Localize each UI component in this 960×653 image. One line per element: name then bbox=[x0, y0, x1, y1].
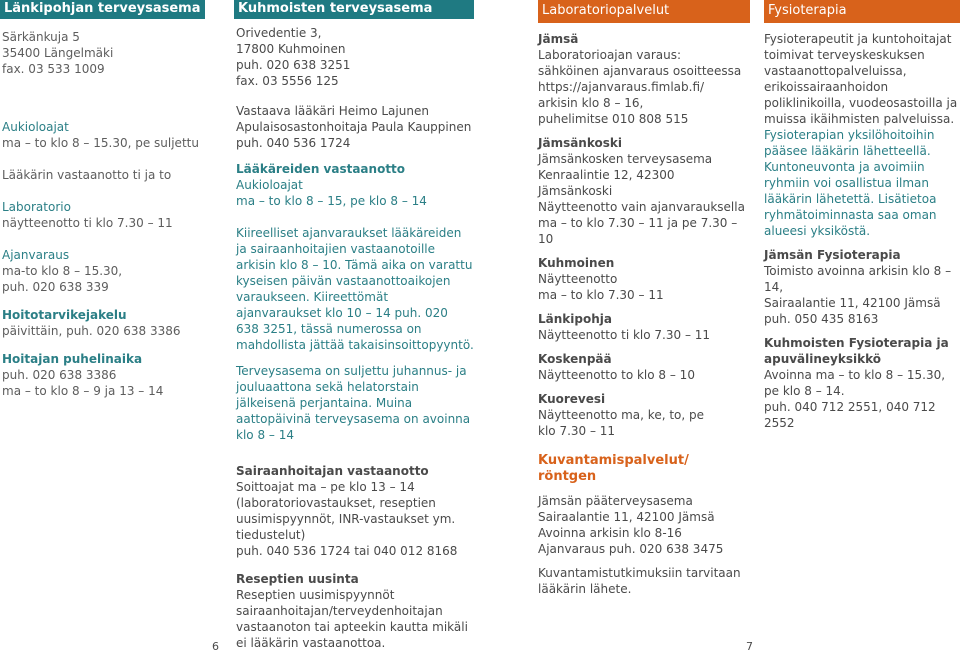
fysio-intro: Fysioterapeutit ja kuntohoitajat toimivat terveyskeskuksen vastaanottopalveluissa, erikoissairaanhoidon poliklinikoilla, vuodeosastoilla ja muissa ikäihmisten palveluissa. bbox=[764, 32, 958, 126]
lab-kuhmoinen-title: Kuhmoinen bbox=[538, 256, 615, 270]
page-number-right: 7 bbox=[746, 640, 753, 653]
fysioterapia-header: Fysioterapia bbox=[764, 0, 960, 23]
lab-jamsankoski-title: Jämsänkoski bbox=[538, 136, 622, 150]
page-number-left: 6 bbox=[212, 640, 219, 653]
lab-jamsa-text: Laboratorioajan varaus: sähköinen ajanvaraus osoitteessa https://ajanvaraus.fimlab.fi/ arkisin klo 8 – 16, puhelimitse 010 808 515 bbox=[538, 48, 742, 126]
fysio-jamsa-text: Toimisto avoinna arkisin klo 8 – 14, Sairaalantie 11, 42100 Jämsä puh. 050 435 8163 bbox=[764, 264, 952, 326]
lab-kuhmoinen-text: Näytteenotto ma – to klo 7.30 – 11 bbox=[538, 272, 664, 302]
kuhmoinen-title: Kuhmoisten terveysasema bbox=[234, 0, 474, 19]
hoitotarvike-title: Hoitotarvikejakelu bbox=[2, 308, 127, 322]
suljettu-text: Terveysasema on suljettu juhannus- ja jouluaattona sekä helatorstain jälkeisenä perjantaina. Muina aattopäivinä terveysasema on avoinna klo 8 – 14 bbox=[236, 364, 471, 442]
lankipohja-section bbox=[0, 0, 205, 399]
sairaanhoitaja-title: Sairaanhoitajan vastaanotto bbox=[236, 464, 429, 478]
ajanvaraus-text: ma-to klo 8 – 15.30, puh. 020 638 339 bbox=[2, 264, 123, 294]
kuhmoinen-address: Orivedentie 3, 17800 Kuhmoinen puh. 020 638 3251 fax. 03 5556 125 bbox=[236, 26, 351, 88]
lankipohja-title: Länkipohjan terveysasema bbox=[0, 0, 205, 19]
fysio-kuhmoinen-title: Kuhmoisten Fysioterapia ja apuvälineyksikkö bbox=[764, 336, 949, 366]
hoitajan-title: Hoitajan puhelinaika bbox=[2, 352, 143, 366]
laboratorio-title: Laboratorio bbox=[2, 200, 71, 214]
aukioloajat-text: ma – to klo 8 – 15.30, pe suljettu bbox=[2, 136, 199, 150]
reseptien-title: Reseptien uusinta bbox=[236, 572, 359, 586]
lankipohja-address: Särkänkuja 5 35400 Längelmäki fax. 03 533 1009 bbox=[2, 30, 114, 76]
kuhmoinen-staff: Vastaava lääkäri Heimo Lajunen Apulaisosastonhoitaja Paula Kauppinen puh. 040 536 1724 bbox=[236, 104, 472, 150]
fysio-note: Fysioterapian yksilöhoitoihin pääsee lääkärin lähetteellä. Kuntoneuvonta ja avoimiin ryhmiin voi osallistua ilman lääkärin lähetettä. Lisätietoa ryhmätoiminnasta saa oman alueesi yksiköstä. bbox=[764, 128, 937, 238]
lab-jamsa-title: Jämsä bbox=[538, 32, 579, 46]
fysioterapia-section bbox=[764, 0, 960, 431]
laakarin-vastaanotto: Lääkärin vastaanotto ti ja to bbox=[2, 168, 172, 182]
kuvantaminen-text: Jämsän pääterveysasema Sairaalantie 11, 42100 Jämsä Avoinna arkisin klo 8-16 Ajanvaraus puh. 020 638 3475 bbox=[538, 494, 724, 556]
kuvantaminen-header: Kuvantamispalvelut/ röntgen bbox=[538, 453, 689, 484]
sairaanhoitaja-text: Soittoajat ma – pe klo 13 – 14 (laboratoriovastaukset, reseptien uusimispyynnöt, INR-vastaukset ym. tiedustelut) puh. 040 536 1724 tai 040 012 8168 bbox=[236, 480, 458, 558]
laakarit-title: Lääkäreiden vastaanotto bbox=[236, 162, 406, 176]
fysio-kuhmoinen-text: Avoinna ma – to klo 8 – 15.30, pe klo 8 – 14. puh. 040 712 2551, 040 712 2552 bbox=[764, 368, 946, 430]
hoitajan-text: puh. 020 638 3386 ma – to klo 8 – 9 ja 13 – 14 bbox=[2, 368, 164, 398]
reseptien-text: Reseptien uusimispyynnöt sairaanhoitajan/terveydenhoitajan vastaanoton tai apteekin kautta mikäli ei lääkärin vastaanottoa. bbox=[236, 588, 468, 650]
kiireelliset-text: Kiireelliset ajanvaraukset lääkäreiden ja sairaanhoitajien vastaanotoille arkisin klo 8 – 10. Tämä aika on varattu kyseisen päivän vastaanottoaikojen varaukseen. Kiireettömät ajanvaraukset klo 10 – 14 puh. 020 638 3251, tässä numerossa on mahdollista jättää takaisinsoittopyyntö. bbox=[236, 226, 474, 352]
lab-koskenpaa-text: Näytteenotto to klo 8 – 10 bbox=[538, 368, 695, 382]
laboratorio-section bbox=[538, 0, 750, 597]
laakarit-text: Aukioloajat ma – to klo 8 – 15, pe klo 8 – 14 bbox=[236, 178, 427, 208]
lab-lankipohja-title: Länkipohja bbox=[538, 312, 612, 326]
fysio-jamsa-title: Jämsän Fysioterapia bbox=[764, 248, 901, 262]
lab-kuorevesi-title: Kuorevesi bbox=[538, 392, 606, 406]
kuvantaminen-note: Kuvantamistutkimuksiin tarvitaan lääkärin lähete. bbox=[538, 566, 741, 596]
laboratorio-header: Laboratoriopalvelut bbox=[538, 0, 750, 23]
lab-kuorevesi-text: Näytteenotto ma, ke, to, pe klo 7.30 – 11 bbox=[538, 408, 705, 438]
lab-koskenpaa-title: Koskenpää bbox=[538, 352, 612, 366]
kuhmoinen-section bbox=[234, 0, 474, 651]
laboratorio-text: näytteenotto ti klo 7.30 – 11 bbox=[2, 216, 173, 230]
lab-jamsankoski-text: Jämsänkosken terveysasema Kenraalintie 12, 42300 Jämsänkoski Näytteenotto vain ajanvarauksella ma – to klo 7.30 – 11 ja pe 7.30 – 10 bbox=[538, 152, 745, 246]
lab-lankipohja-text: Näytteenotto ti klo 7.30 – 11 bbox=[538, 328, 711, 342]
hoitotarvike-text: päivittäin, puh. 020 638 3386 bbox=[2, 324, 181, 338]
aukioloajat-title: Aukioloajat bbox=[2, 120, 69, 134]
ajanvaraus-title: Ajanvaraus bbox=[2, 248, 70, 262]
